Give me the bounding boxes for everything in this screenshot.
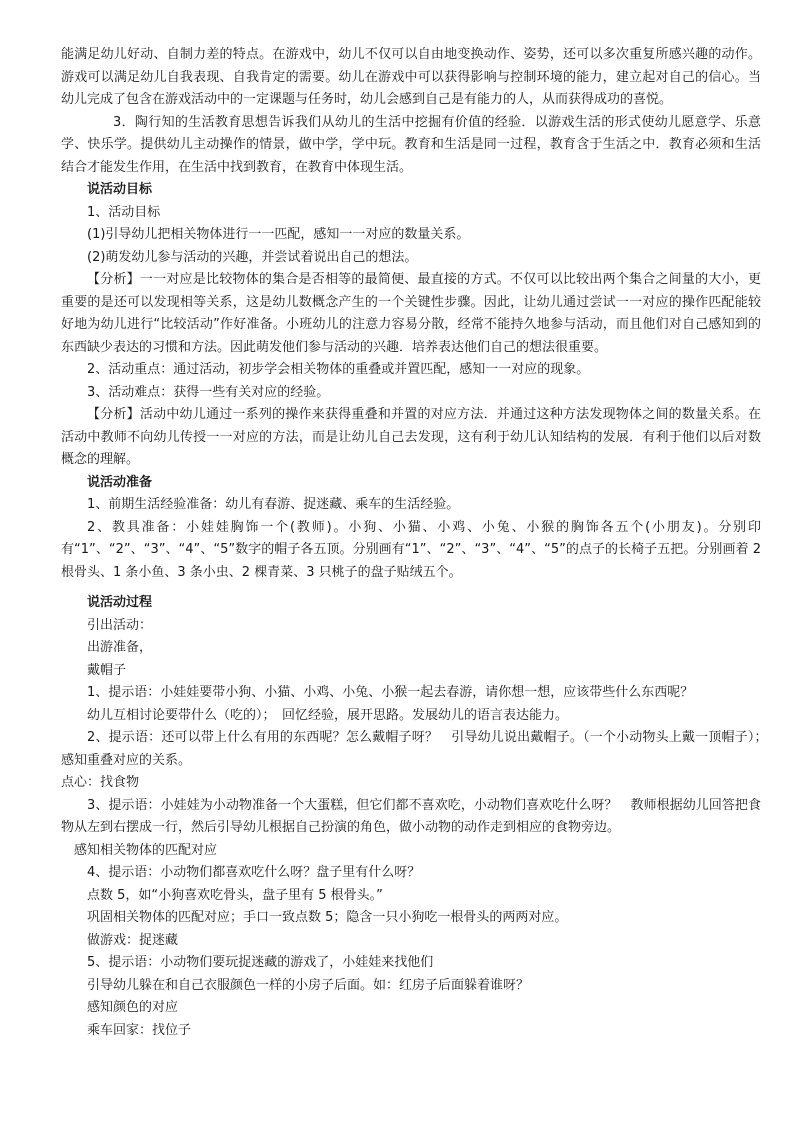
- process-line-12: 巩固相关物体的匹配对应；手口一致点数 5；隐含一只小狗吃一根骨头的两两对应。: [87, 910, 568, 925]
- paragraph-play-benefits: 能满足幼儿好动、自制力差的特点。在游戏中，幼儿不仅可以自由地变换动作、姿势，还可以多次重复所感兴趣的动作。游戏可以满足幼儿自我表现、自我肯定的需要。幼儿在游戏中可以获得影响与控制环境的能力，建立起对自己的信心。当幼儿完成了包含在游戏活动中的一定课题与任务时，幼儿会感到自己是有能力的人，从而获得成功的喜悦。: [61, 47, 761, 107]
- heading-process: 说活动过程: [87, 595, 153, 610]
- process-line-2: 出游准备，: [87, 640, 153, 655]
- process-line-7: 点心：找食物: [61, 775, 140, 790]
- process-line-10: 4、提示语：小动物们都喜欢吃什么呀？盘子里有什么呀？: [87, 865, 421, 880]
- preparation-item-2: 2、教具准备：小娃娃胸饰一个(教师)。小狗、小猫、小鸡、小兔、小猴的胸饰各五个(小朋友)。分别印有“1”、“2”、“3”、“4”、“5”数字的帽子各五顶。分别画有“1”、“2”、“3”、“4”、“5”的点子的长椅子五把。分别画着 2 根骨头、1 条小鱼、3 条小虫、2 棵青菜、3 只桃子的盘子贴绒五个。: [61, 519, 761, 580]
- goal-item-1: 1、活动目标: [87, 204, 161, 220]
- process-line-14: 5、提示语：小动物们要玩捉迷藏的游戏了，小娃娃来找他们: [87, 955, 434, 970]
- process-line-1: 引出活动：: [87, 617, 153, 633]
- heading-preparation: 说活动准备: [87, 474, 153, 490]
- document-body: [61, 44, 775, 1042]
- process-line-8: 3、提示语：小娃娃为小动物准备一个大蛋糕，但它们都不喜欢吃，小动物们喜欢吃什么呀？ 教师根据幼儿回答把食物从左到右摆成一行，然后引导幼儿根据自己扮演的角色，做小动物的动作走到相应的食物旁边。: [61, 797, 761, 835]
- process-line-9: 感知相关物体的匹配对应: [74, 842, 218, 858]
- goal-item-1-1: (1)引导幼儿把相关物体进行一一匹配，感知一一对应的数量关系。: [87, 227, 470, 242]
- process-line-5: 幼儿互相讨论要带什么（吃的）； 回忆经验，展开思路。发展幼儿的语言表达能力。: [87, 707, 569, 723]
- process-line-15: 引导幼儿躲在和自己衣服颜色一样的小房子后面。如：红房子后面躲着谁呀？: [87, 977, 530, 993]
- paragraph-tao-xingzhi: 3．陶行知的生活教育思想告诉我们从幼儿的生活中挖掘有价值的经验．以游戏生活的形式使幼儿愿意学、乐意学、快乐学。提供幼儿主动操作的情景，做中学，学中玩。教育和生活是同一过程，教育含于生活之中．教育必须和生活结合才能发生作用，在生活中找到教育，在教育中体现生活。: [61, 114, 761, 175]
- goal-key-point: 2、活动重点：通过活动，初步学会相关物体的重叠或并置匹配，感知一一对应的现象。: [87, 362, 590, 377]
- goal-item-1-2: (2)萌发幼儿参与活动的兴趣，并尝试着说出自己的想法。: [87, 249, 418, 265]
- preparation-item-1: 1、前期生活经验准备：幼儿有春游、捉迷藏、乘车的生活经验。: [87, 497, 460, 512]
- process-line-6: 2、提示语：还可以带上什么有用的东西呢？怎么戴帽子呀？ 引导幼儿说出戴帽子。（一个小动物头上戴一顶帽子）； 感知重叠对应的关系。: [61, 730, 775, 768]
- heading-goals: 说活动目标: [87, 182, 153, 197]
- analysis-paragraph-2: 【分析】活动中幼儿通过一系列的操作来获得重叠和并置的对应方法．并通过这种方法发现物体之间的数量关系。在活动中教师不向幼儿传授一一对应的方法，而是让幼儿自己去发现，这有利于幼儿认知结构的发展．有利于他们以后对数概念的理解。: [61, 407, 761, 467]
- process-line-13: 做游戏：捉迷藏: [87, 932, 179, 948]
- process-line-4: 1、提示语：小娃娃要带小狗、小猫、小鸡、小兔、小猴一起去春游，请你想一想，应该带些什么东西呢？: [87, 685, 694, 700]
- process-line-3: 戴帽子: [87, 662, 127, 678]
- process-line-16: 感知颜色的对应: [87, 1000, 179, 1015]
- goal-difficulty: 3、活动难点：获得一些有关对应的经验。: [87, 384, 330, 400]
- process-line-17: 乘车回家：找位子: [87, 1022, 192, 1038]
- process-line-11: 点数 5，如“小狗喜欢吃骨头，盘子里有 5 根骨头。”: [87, 887, 383, 903]
- analysis-paragraph-1: 【分析】一一对应是比较物体的集合是否相等的最简便、最直接的方式。不仅可以比较出两个集合之间量的大小，更重要的是还可以发现相等关系，这是幼儿数概念产生的一个关键性步骤。因此，让幼儿通过尝试一一对应的操作匹配能较好地为幼儿进行“比较活动”作好准备。小班幼儿的注意力容易分散，经常不能持久地参与活动，而且他们对自己感知到的东西缺少表达的习惯和方法。因此萌发他们参与活动的兴趣．培养表达他们自己的想法很重要。: [61, 272, 761, 355]
